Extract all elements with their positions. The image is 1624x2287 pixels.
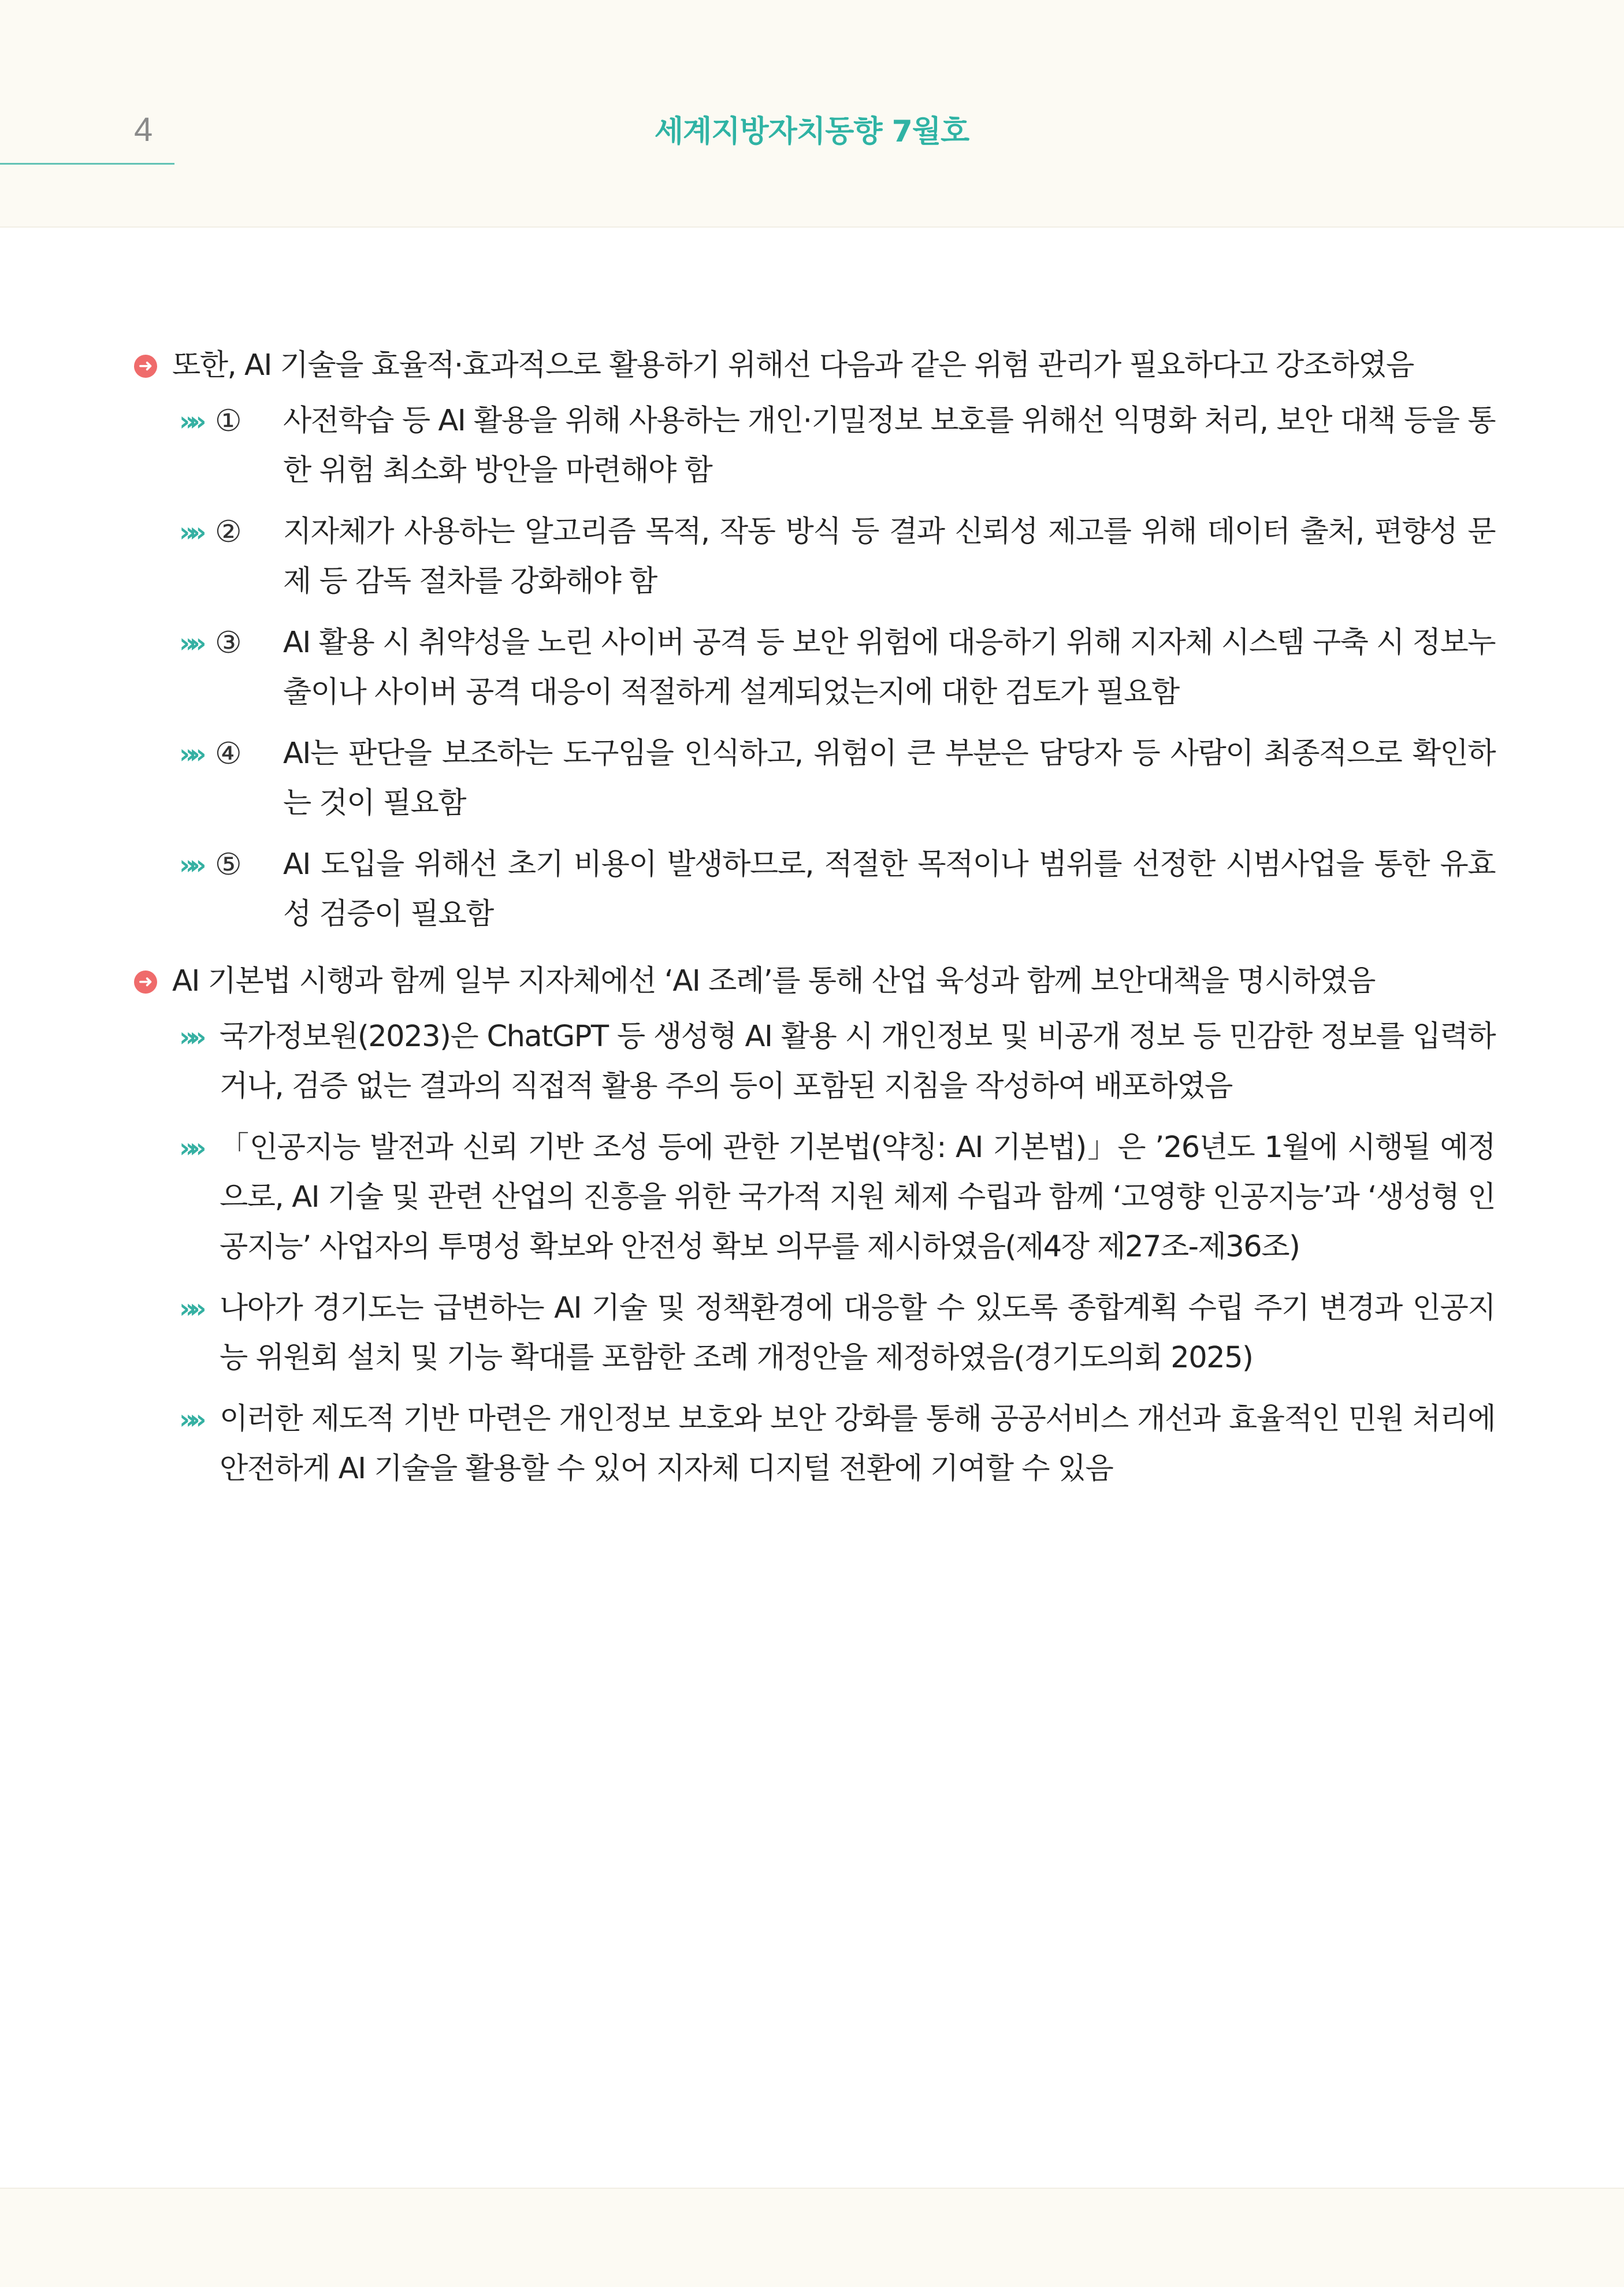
item-text: 사전학습 등 AI 활용을 위해 사용하는 개인·기밀정보 보호를 위해선 익명화 처리, 보안 대책 등을 통한 위험 최소화 방안을 마련해야 함	[283, 404, 1495, 488]
list-item	[179, 840, 1495, 939]
item-number: ③	[215, 626, 241, 660]
list-item	[179, 396, 1495, 496]
item-number: ④	[215, 737, 241, 771]
double-chevron-icon: »»	[179, 1293, 200, 1324]
circle-arrow-icon: ➜	[134, 355, 157, 378]
double-chevron-icon: »»	[179, 627, 200, 659]
item-text: 나아가 경기도는 급변하는 AI 기술 및 정책환경에 대응할 수 있도록 종합계획 수립 주기 변경과 인공지능 위원회 설치 및 기능 확대를 포함한 조례 개정안을 제정하였음(경기도의회 2025)	[220, 1291, 1495, 1375]
list-item	[179, 1284, 1495, 1383]
section-2	[132, 957, 1495, 1494]
section-1-list	[172, 396, 1495, 939]
list-item	[179, 507, 1495, 607]
item-number: ①	[215, 404, 241, 438]
double-chevron-icon: »»	[179, 849, 200, 880]
list-item	[179, 729, 1495, 828]
list-item	[179, 618, 1495, 717]
item-text: AI는 판단을 보조하는 도구임을 인식하고, 위험이 큰 부분은 담당자 등 사람이 최종적으로 확인하는 것이 필요함	[283, 737, 1495, 820]
section-heading: 또한, AI 기술을 효율적·효과적으로 활용하기 위해선 다음과 같은 위험 관리가 필요하다고 강조하였음	[172, 348, 1414, 382]
list-item	[179, 1012, 1495, 1111]
list-item	[179, 1394, 1495, 1494]
double-chevron-icon: »»	[179, 516, 200, 548]
item-text: AI 활용 시 취약성을 노린 사이버 공격 등 보안 위험에 대응하기 위해 지자체 시스템 구축 시 정보누출이나 사이버 공격 대응이 적절하게 설계되었는지에 대한 검토가 필요함	[283, 626, 1495, 709]
page-number: 4	[134, 111, 153, 148]
item-text: 지자체가 사용하는 알고리즘 목적, 작동 방식 등 결과 신뢰성 제고를 위해 데이터 출처, 편향성 문제 등 감독 절차를 강화해야 함	[283, 515, 1495, 598]
list-item	[179, 1123, 1495, 1272]
item-number: ⑤	[215, 847, 241, 882]
section-1	[132, 341, 1495, 939]
double-chevron-icon: »»	[179, 1021, 200, 1053]
section-2-list	[172, 1012, 1495, 1494]
publication-title: 세계지방자치동향 7월호	[654, 114, 969, 149]
item-text: 「인공지능 발전과 신뢰 기반 조성 등에 관한 기본법(약칭: AI 기본법)」은 ’26년도 1월에 시행될 예정으로, AI 기술 및 관련 산업의 진흥을 위한 국가적 지원 체제 수립과 함께 ‘고영향 인공지능’과 ‘생성형 인공지능’ 사업자의 투명성 확보와 안전성 확보 의무를 제시하였음(제4장 제27조-제36조)	[220, 1131, 1495, 1264]
header-rule	[0, 163, 174, 165]
double-chevron-icon: »»	[179, 738, 200, 769]
header-band	[0, 0, 1624, 228]
item-text: 국가정보원(2023)은 ChatGPT 등 생성형 AI 활용 시 개인정보 및 비공개 정보 등 민감한 정보를 입력하거나, 검증 없는 결과의 직접적 활용 주의 등이 포함된 지침을 작성하여 배포하였음	[220, 1020, 1495, 1103]
circle-arrow-icon: ➜	[134, 970, 157, 994]
double-chevron-icon: »»	[179, 1404, 200, 1435]
item-text: AI 도입을 위해선 초기 비용이 발생하므로, 적절한 목적이나 범위를 선정한 시범사업을 통한 유효성 검증이 필요함	[283, 847, 1495, 931]
item-text: 이러한 제도적 기반 마련은 개인정보 보호와 보안 강화를 통해 공공서비스 개선과 효율적인 민원 처리에 안전하게 AI 기술을 활용할 수 있어 지자체 디지털 전환에 기여할 수 있음	[220, 1402, 1495, 1486]
double-chevron-icon: »»	[179, 406, 200, 437]
section-heading: AI 기본법 시행과 함께 일부 지자체에선 ‘AI 조례’를 통해 산업 육성과 함께 보안대책을 명시하였음	[172, 964, 1375, 998]
item-number: ②	[215, 515, 241, 549]
double-chevron-icon: »»	[179, 1132, 200, 1163]
document-body	[132, 341, 1495, 1494]
footer-band	[0, 2188, 1624, 2287]
